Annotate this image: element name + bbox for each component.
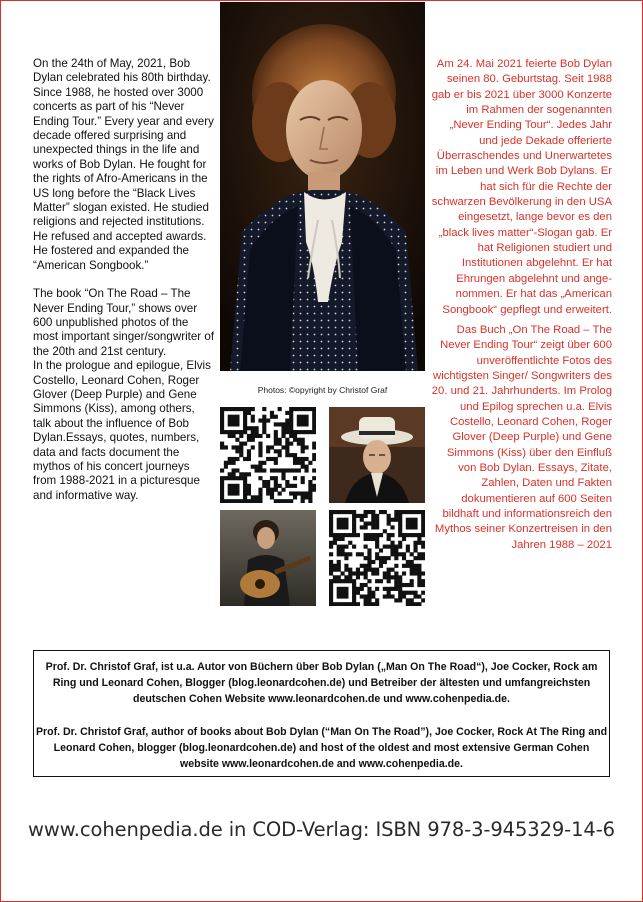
photo-credit-caption: Photos: ©opyright by Christof Graf [257,385,388,395]
dylan-hat-photo-icon [329,407,425,503]
qr-code-icon [329,510,425,606]
isbn-line: www.cohenpedia.de in COD-Verlag: ISBN 978-3-945329-14-6 [28,818,615,841]
english-paragraph-book: The book “On The Road – The Never Ending Tour,” shows over 600 unpublished photos of the most important singer/songwriter of the 20th and 21st century. [33,287,215,358]
author-info-box [33,650,610,777]
qr-code-bottom-right[interactable] [329,510,425,606]
english-paragraph-tour: Since 1988, he hosted over 3000 concerts as part of his “Never Ending Tour.” Every year and every decade offered surprising and unexpected things in the life and works of Bob Dylan. He fought for the rights of Afro-Americans in the US long before the “Black Lives Matter” slogan existed. He studied religions and rejected institutions. He refused and accepted awards. He fostered and expanded the “American Songbook.” [33,85,214,272]
qr-code-icon [220,407,316,503]
dylan-guitar-photo-icon [220,510,316,606]
german-paragraph-tour: Am 24. Mai 2021 feierte Bob Dylan seinen 80. Geburtstag. Seit 1988 gab er bis 2021 über 3000 Konzerte im Rahmen der sogenannten „Never Ending Tour“. Jedes Jahr und jede Dekade offerierte Überraschendes und Unerwartetes im Leben und Werk Bob Dylans. Er hat sich für die Rechte der schwarzen Bevölkerung in den USA eingesetzt, lange bevor es den „black lives matter“-Slogan gab. Er hat Religionen studiert und Institutionen abgelehnt. Er hat Ehrungen abgelehnt und ange-nommen. Er hat das „American Songbook“ gepflegt und erweitert. [431,58,612,316]
author-info-german: Prof. Dr. Christof Graf, ist u.a. Autor von Büchern über Bob Dylan („Man On The Road“), Joe Cocker, Rock am Ring und Leonard Cohen, Blogger (blog.leonardcohen.de) und Betreiber der ältesten und umfangreichsten deutschen Cohen Website www.leonardcohen.de und www.cohenpedia.de. [45,661,598,705]
english-paragraph-prologue: In the prologue and epilogue, Elvis Costello, Leonard Cohen, Roger Glover (Deep Purple) and Gene Simmons (Kiss), among others, talk about the influence of Bob Dylan.Essays, quotes, numbers, data and facts document the mythos of his concert journeys from 1988-2021 in a picturesque and informative way. [33,359,211,502]
photo-dylan-guitar [220,510,316,606]
german-text-column [430,57,612,553]
german-paragraph-book: Das Buch „On The Road – The Never Ending Tour“ zeigt über 600 unveröffentlichte Fotos des wichtigsten Singer/ Songwriters des 20. und 21. Jahrhunderts. Im Prolog und Epilog sprechen u.a. Elvis Costello, Leonard Cohen, Roger Glover (Deep Purple) und Gene Simmons (Kiss) über den Einfluß von Bob Dylan. Essays, Zitate, Zahlen, Daten und Fakten dokumentieren auf 600 Seiten bildhaft und informationsreich den Mythos seiner Konzertreisen in den Jahren 1988 – 2021 [431,323,612,551]
english-text-column [33,57,215,503]
qr-code-top-left[interactable] [220,407,316,503]
author-info-english: Prof. Dr. Christof Graf, author of books about Bob Dylan (“Man On The Road”), Joe Cocker, Rock At The Ring and Leonard Cohen, blogger (blog.leonardcohen.de) and host of the oldest and most extensive German Cohen website www.leonardcohen.de and www.cohenpedia.de. [35,726,608,770]
portrait-illustration [220,2,425,371]
hero-portrait-photo [220,2,425,371]
photo-dylan-hat [329,407,425,503]
english-paragraph-birthday: On the 24th of May, 2021, Bob Dylan celebrated his 80th birthday. [33,57,211,85]
